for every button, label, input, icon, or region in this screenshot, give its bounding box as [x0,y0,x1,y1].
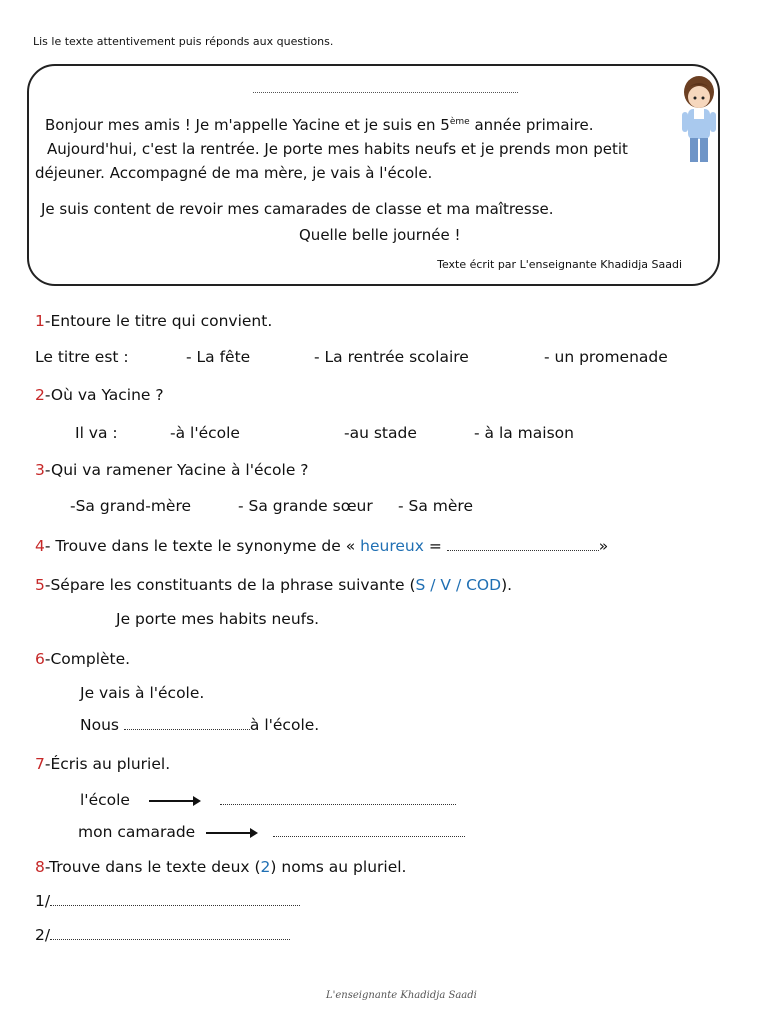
q8-answer-line-2[interactable] [50,927,290,940]
question-8-count: 2 [260,858,271,876]
q6-answer-line[interactable] [124,717,250,730]
q6-line-1: Je vais à l'école. [80,684,205,702]
q2-option-3[interactable]: - à la maison [474,424,574,442]
text-line-3: déjeuner. Accompagné de ma mère, je vais à l'école. [35,164,433,182]
reading-text-box [27,64,720,286]
question-2-number: 2 [35,386,45,404]
question-6 [35,650,130,668]
question-2 [35,386,164,404]
q2-option-1[interactable]: -à l'école [170,424,240,442]
question-5-close: ). [501,576,513,594]
q7-item-1 [80,791,456,809]
q8-line-1 [35,892,300,910]
question-3-number: 3 [35,461,45,479]
q7-item-2-word: mon camarade [78,823,196,841]
text-credit: Texte écrit par L'enseignante Khadidja Saadi [437,258,682,271]
q1-lead: Le titre est : [35,348,129,366]
q7-item-2 [78,823,465,841]
q3-option-3[interactable]: - Sa mère [398,497,473,515]
question-7-number: 7 [35,755,45,773]
ordinal-suffix: ème [449,117,470,127]
text-line-5: Quelle belle journée ! [299,226,461,244]
question-8-text: -Trouve dans le texte deux ( [44,858,261,876]
text-line-1-start: Bonjour mes amis ! Je m'appelle Yacine et je suis en 5 [45,116,450,134]
q2-lead: Il va : [75,424,118,442]
instruction: Lis le texte attentivement puis réponds aux questions. [33,35,334,48]
text-line-1 [45,116,594,134]
boy-illustration-icon [677,72,721,168]
q2-option-2[interactable]: -au stade [344,424,417,442]
question-6-text: -Complète. [44,650,131,668]
q4-answer-line[interactable] [447,538,599,551]
q1-option-3[interactable]: - un promenade [544,348,668,366]
arrow-right-icon [149,800,199,802]
question-5 [35,576,512,594]
text-line-4: Je suis content de revoir mes camarades de classe et ma maîtresse. [41,200,554,218]
question-1-number: 1 [35,312,45,330]
question-1-text: -Entoure le titre qui convient. [44,312,273,330]
text-line-1-end: année primaire. [469,116,594,134]
question-8-number: 8 [35,858,45,876]
question-3 [35,461,309,479]
question-6-number: 6 [35,650,45,668]
q8-line-1-label: 1/ [35,892,51,910]
q6-line-2-end: à l'école. [249,716,320,734]
arrow-right-icon [206,832,256,834]
text-line-2: Aujourd'hui, c'est la rentrée. Je porte mes habits neufs et je prends mon petit [47,140,628,158]
q1-option-1[interactable]: - La fête [186,348,251,366]
q8-line-2 [35,926,290,944]
q8-line-2-label: 2/ [35,926,51,944]
question-7-text: -Écris au pluriel. [44,755,171,773]
question-7 [35,755,170,773]
title-blank-line [253,90,518,93]
q5-sentence: Je porte mes habits neufs. [116,610,320,628]
q7-item-1-word: l'école [80,791,130,809]
question-4: 4- Trouve dans le texte le synonyme de « heureux = » [35,537,609,555]
question-8-end: ) noms au pluriel. [270,858,407,876]
question-5-labels: S / V / COD [415,576,502,594]
footer-signature: L'enseignante Khadidja Saadi [326,990,477,1001]
question-4-text: - Trouve dans le texte le synonyme de « [44,537,361,555]
q1-option-2[interactable]: - La rentrée scolaire [314,348,469,366]
question-8 [35,858,406,876]
question-1 [35,312,272,330]
question-4-equals: = [423,537,442,555]
q7-answer-line-2[interactable] [273,824,465,837]
question-4-number: 4 [35,537,45,555]
question-4-word: heureux [360,537,424,555]
question-3-text: -Qui va ramener Yacine à l'école ? [44,461,309,479]
q3-option-1[interactable]: -Sa grand-mère [70,497,192,515]
question-2-text: -Où va Yacine ? [44,386,164,404]
q3-option-2[interactable]: - Sa grande sœur [238,497,373,515]
q6-line-2 [80,716,319,734]
question-5-text: -Sépare les constituants de la phrase suivante ( [44,576,416,594]
q8-answer-line-1[interactable] [50,893,300,906]
question-5-number: 5 [35,576,45,594]
q6-line-2-start: Nous [80,716,124,734]
q7-answer-line-1[interactable] [220,792,456,805]
